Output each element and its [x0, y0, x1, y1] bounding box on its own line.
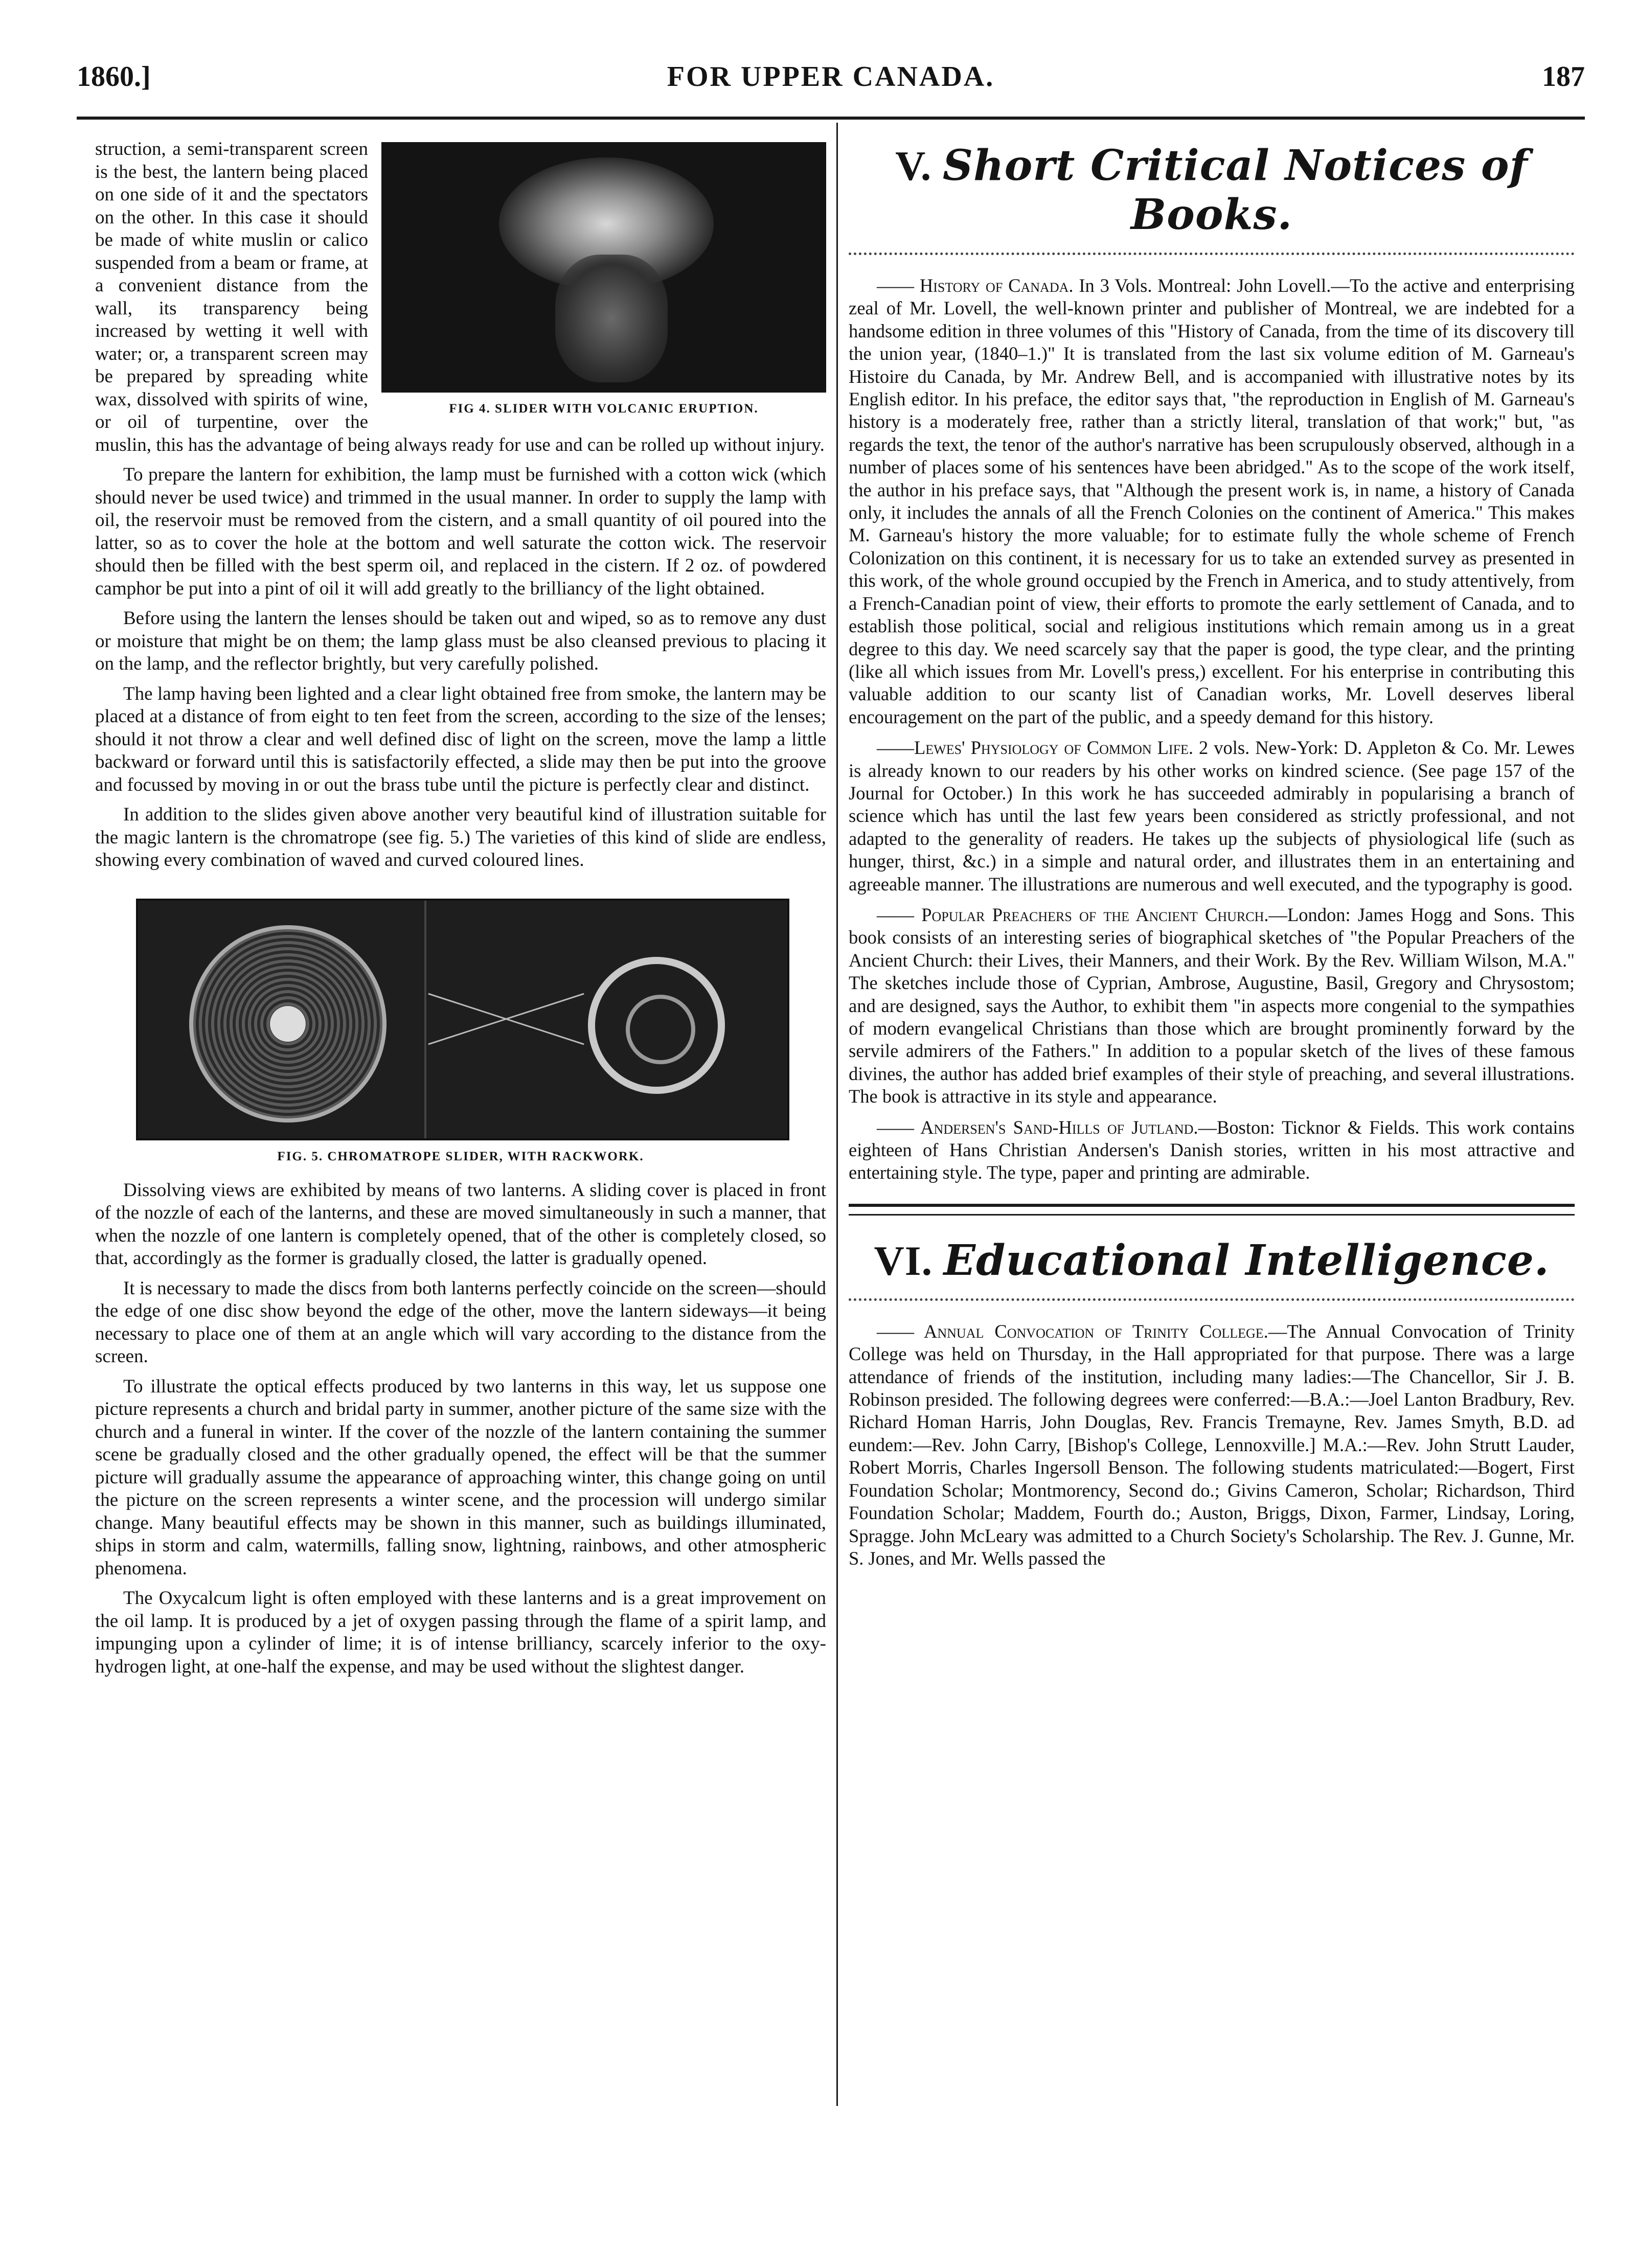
paragraph: To prepare the lantern for exhibition, the lamp must be furnished with a cotton wick (which should never be used twice) and trimmed in the usual manner. In order to supply the lamp with oil, the reservoir must be removed from the cistern, and a small quantity of oil poured into the latter, so as to cover the hole at the bottom and well saturate the cotton wick. The reservoir should then be filled with the best sperm oil, and replaced in the cistern. If 2 oz. of powdered camphor be put into a pint of oil it will add greatly to the brilliancy of the light obtained.: [95, 464, 826, 599]
volcanic-eruption-illustration: [381, 142, 826, 393]
section-rule: [849, 1204, 1575, 1216]
dotted-rule: [849, 1298, 1575, 1301]
notice-text: In 3 Vols. Montreal: John Lovell.—To the active and enterprising zeal of Mr. Lovell, the well-known printer and publisher of Montreal, we are indebted for a handsome edition in three volumes of this "History of Canada, from the time of its discovery till the union year, (1840–1.)" It is translated from the last six volume edition of M. Garneau's Histoire du Canada, by Mr. Andrew Bell, and is accompanied with illustrative notes by its English editor. In his preface, the editor says that, "the reproduction in English of M. Garneau's history is a moderately free, rather than a strictly literal, translation of that work;" but, "as regards the text, the tenor of the author's narrative has been scrupulously observed, although in a number of places some of his sentences have been abridged." As to the scope of the work itself, the author in his preface says, that "Although the present work is, in name, a history of Canada only, it includes the annals of all the French Colonies on the continent of America." This makes M. Garneau's history the more valuable; for to estimate fully the whole scheme of French Colonization on this continent, it is necessary for us to take an extended survey as presented in this work, of the whole ground occupied by the French in America, and to study attentively, from a French-Canadian point of view, their efforts to promote the early settlement of Canada, and to establish those political, social and religious institutions which remain among us in a great degree to this day. We need scarcely say that the paper is good, the type clear, and the printing (like all which issues from Mr. Lovell's press,) excellent. For his enterprise in contributing this valuable addition to our scanty list of Canadian works, Mr. Lovell deserves liberal encouragement on the part of the public, and a speedy demand for this history.: [849, 275, 1575, 727]
notice-text: —London: James Hogg and Sons. This book consists of an interesting series of biographical sketches of "the Popular Preachers of the Ancient Church: their Lives, their Manners, and their Work. By the Rev. William Wilson, M.A." The sketches include those of Cyprian, Ambrose, Augustine, Basil, Gregory and Chrysostom; and are designed, says the Author, to exhibit them "in aspects more congenial to the sympathies of modern evangelical Christians than those which are brought prominently forward by the servile admirers of the Fathers." In addition to a popular sketch of the lives of these famous divines, the author has added brief examples of their style of preaching, and several illustrations. The book is attractive in its style and appearance.: [849, 904, 1575, 1107]
paragraph: struction, a semi-transparent screen is the best, the lantern being placed on one side of it and the spectators on the other. In this case it should be made of white muslin or calico suspended from a beam or frame, at a convenient distance from the wall, its transparency being increased by wetting it well with water; or, a transparent screen may be prepared by spreading white wax, dissolved with spirits of wine, or oil of turpentine, over the muslin, this has the advantage of being always ready for use and can be rolled up without injury.: [95, 139, 825, 455]
news-item: [849, 1320, 1575, 1570]
paragraph: Before using the lantern the lenses should be taken out and wiped, so as to remove any dust or moisture that might be on them; the lamp glass must be also cleansed previous to placing it on the lamp, and the reflector brightly, but very carefully polished.: [95, 608, 826, 674]
news-lead: —— Annual Convocation of Trinity College.: [877, 1320, 1268, 1342]
section-6-heading: [849, 1236, 1575, 1285]
notice-lead: —— History of Canada.: [877, 275, 1074, 296]
paragraph: It is necessary to made the discs from both lanterns perfectly coincide on the screen—should the edge of one disc show beyond the edge of the other, move the lantern sideways—it being necessary to place one of them at an angle which will vary according to the distance from the screen.: [95, 1277, 826, 1367]
book-notice: [849, 1116, 1575, 1184]
paragraph: The Oxycalcum light is often employed with these lanterns and is a great improvement on the oil lamp. It is produced by a jet of oxygen passing through the flame of a spirit lamp, and impunging upon a cylinder of lime; it is of intense brilliancy, scarcely inferior to the oxy-hydrogen light, at one-half the expense, and may be used without the slightest danger.: [95, 1588, 826, 1677]
right-column: [849, 138, 1575, 1578]
column-divider: [836, 123, 838, 2106]
header-year: 1860.]: [77, 61, 151, 93]
paragraph: The lamp having been lighted and a clear light obtained free from smoke, the lantern may be placed at a distance of from eight to ten feet from the screen, according to the size of the lenses; should it not throw a clear and well defined disc of light on the screen, move the lamp a little backward or forward until this is satisfactorily effected, a slide may then be put into the groove and focussed by moving in or out the brass tube until the picture is perfectly clear and distinct.: [95, 683, 826, 795]
book-notice: [849, 737, 1575, 896]
chromatrope-illustration: [136, 899, 789, 1140]
page-number: 187: [1542, 61, 1585, 93]
notice-lead: —— Andersen's Sand-Hills of Jutland.: [877, 1116, 1198, 1138]
figure-5: [136, 899, 785, 1164]
section-6-title: Educational Intelligence.: [943, 1235, 1550, 1285]
paragraph: In addition to the slides given above another very beautiful kind of illustration suitable for the magic lantern is the chromatrope (see fig. 5.) The varieties of this kind of slide are endless, showing every combination of waved and curved coloured lines.: [95, 804, 826, 870]
paragraph: To illustrate the optical effects produced by two lanterns in this way, let us suppose one picture represents a church and bridal party in summer, another picture of the same size with the church and a funeral in winter. If the cover of the nozzle of the lantern containing the summer scene be gradually closed and the other gradually opened, the effect will be that the summer picture will gradually assume the appearance of approaching winter, this change going on until the picture on the screen represents a winter scene, and the procession will undergo similar change. Many beautiful effects may be shown in this manner, such as buildings illuminated, ships in storm and calm, watermills, falling snow, lightning, rainbows, and other atmospheric phenomena.: [95, 1376, 826, 1579]
figure-5-caption: FIG. 5. CHROMATROPE SLIDER, WITH RACKWORK.: [277, 1149, 644, 1163]
section-6-number: VI.: [874, 1237, 933, 1284]
notice-text: 2 vols. New-York: D. Appleton & Co. Mr. Lewes is already known to our readers by his other works on kindred science. (See page 157 of the Journal for October.) In this work he has succeeded admirably in popularising a branch of science which has until the last few years been considered as strictly professional, and not adapted to the generality of readers. He takes up the subjects of physiological life (such as hunger, thirst, &c.) in a simple and natural order, and illustrates them in an entertaining and agreeable manner. The illustrations are numerous and well executed, and the typography is good.: [849, 737, 1575, 895]
notice-text: —Boston: Ticknor & Fields. This work contains eighteen of Hans Christian Andersen's Danish stories, written in his most attractive and entertaining style. The type, paper and printing are admirable.: [849, 1116, 1575, 1183]
section-5-heading: [849, 141, 1575, 239]
paragraph: Dissolving views are exhibited by means of two lanterns. A sliding cover is placed in front of the nozzle of each of the lanterns, and these are moved simultaneously in such a manner, that when the nozzle of one lantern is completely opened, that of the other is completely closed, so that, accordingly as the former is gradually closed, the latter is gradually opened.: [95, 1179, 826, 1269]
page-header: [77, 60, 1585, 106]
figure-4-caption: FIG 4. SLIDER WITH VOLCANIC ERUPTION.: [449, 402, 759, 416]
header-title: FOR UPPER CANADA.: [667, 61, 995, 93]
section-5-number: V.: [895, 143, 932, 189]
notice-lead: ——Lewes' Physiology of Common Life.: [877, 737, 1194, 759]
figure-4: [381, 142, 826, 416]
header-rule: [77, 117, 1585, 120]
dotted-rule: [849, 253, 1575, 255]
book-notice: [849, 274, 1575, 728]
left-column: [95, 138, 826, 1685]
news-text: —The Annual Convocation of Trinity College was held on Thursday, in the Hall appropriated for that purpose. There was a large attendance of friends of the institution, including many ladies:—The Chancellor, Sir J. B. Robinson presided. The following degrees were conferred:—B.A.:—Joel Lanton Bradbury, Rev. Richard Homan Harris, John Douglas, Rev. Francis Tremayne, Rev. James Smyth, B.D. ad eundem:—Rev. John Carry, [Bishop's College, Lennoxville.] M.A.:—Rev. John Strutt Lauder, Robert Morris, Charles Ingersoll Benson. The following students matriculated:—Bogert, First Foundation Scholar; Montmorency, Second do.; Givins Cameron, Scholar; Richardson, Third Foundation Scholar; Maddem, Fourth do.; Auston, Briggs, Dixon, Farmer, Lindsay, Loring, Spragge. John McLeary was admitted to a Church Society's Scholarship. The Rev. J. Gunne, Mr. S. Jones, and Mr. Wells passed the: [849, 1320, 1575, 1569]
section-5-title: Short Critical Notices of Books.: [942, 141, 1528, 239]
book-notice: [849, 904, 1575, 1108]
notice-lead: —— Popular Preachers of the Ancient Church.: [877, 904, 1269, 925]
